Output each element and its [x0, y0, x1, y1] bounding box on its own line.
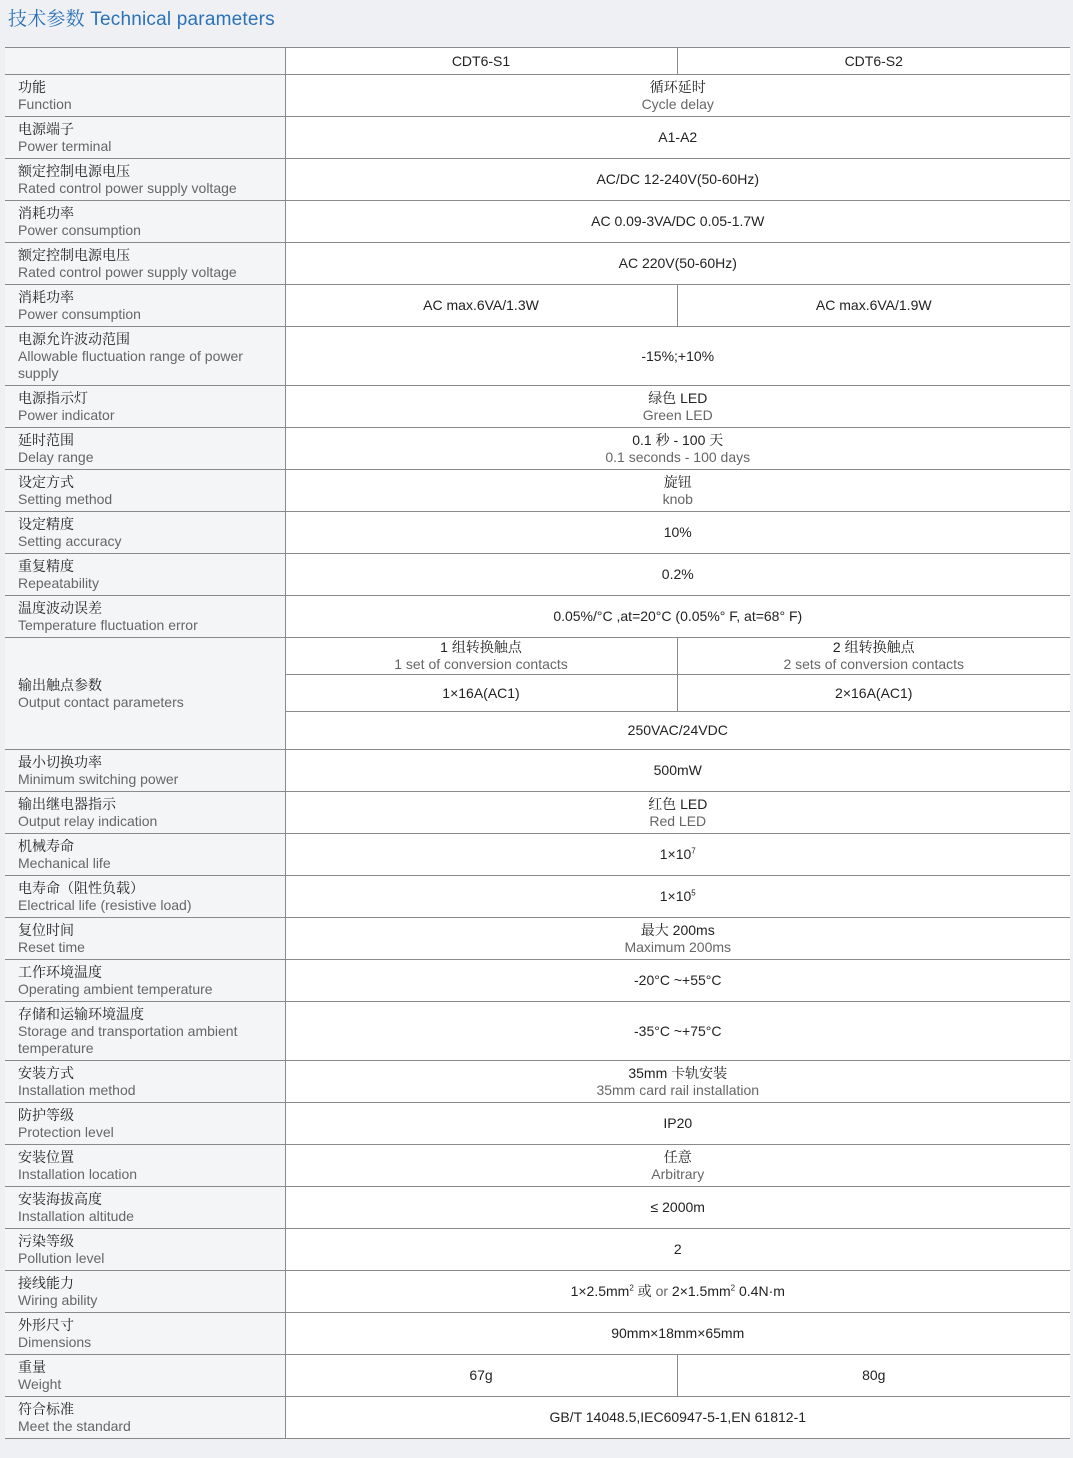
value-cn: 旋钮 [663, 473, 692, 490]
label-cn: 设定方式 [18, 473, 74, 490]
contact-rating-s1: 1×16A(AC1) [285, 675, 677, 712]
row-value [285, 470, 1070, 512]
contact-set-s1 [285, 638, 677, 675]
label-en: Setting accuracy [18, 532, 122, 549]
value-cn: 任意 [663, 1148, 692, 1165]
table-row [5, 554, 1070, 596]
row-label [5, 512, 285, 554]
row-label [5, 386, 285, 428]
label-cn: 安装方式 [18, 1064, 74, 1081]
row-value [285, 428, 1070, 470]
row-label [5, 792, 285, 834]
label-cn: 功能 [18, 78, 46, 95]
value-cn: 0.1 秒 - 100 天 [632, 431, 724, 448]
label-en: Power consumption [18, 221, 141, 238]
table-row [5, 285, 1070, 327]
label-en: Rated control power supply voltage [18, 263, 237, 280]
row-label [5, 960, 285, 1002]
value-en: Green LED [642, 406, 713, 423]
label-cn: 消耗功率 [18, 204, 74, 221]
label-cn: 输出触点参数 [18, 676, 102, 693]
page-title: 技术参数 Technical parameters [8, 9, 275, 30]
label-cn: 机械寿命 [18, 837, 74, 854]
label-en: Mechanical life [18, 854, 111, 871]
row-value-s2: AC max.6VA/1.9W [677, 285, 1070, 327]
row-label [5, 1397, 285, 1439]
label-cn: 额定控制电源电压 [18, 162, 130, 179]
table-row [5, 243, 1070, 285]
label-cn: 工作环境温度 [18, 963, 102, 980]
wire-a-exponent: 2 [629, 1283, 634, 1293]
label-cn: 消耗功率 [18, 288, 74, 305]
table-row [5, 428, 1070, 470]
label-cn: 复位时间 [18, 921, 74, 938]
row-label [5, 243, 285, 285]
row-value: A1-A2 [285, 117, 1070, 159]
row-label [5, 201, 285, 243]
table-row [5, 834, 1070, 876]
row-label [5, 638, 285, 750]
value-en: knob [662, 490, 693, 507]
label-en: Pollution level [18, 1249, 105, 1266]
row-value: -15%;+10% [285, 327, 1070, 386]
row-label [5, 1355, 285, 1397]
label-en: Storage and transportation ambient temperature [18, 1022, 238, 1056]
label-cn: 防护等级 [18, 1106, 74, 1123]
table-row [5, 1002, 1070, 1061]
row-value-s2: 80g [677, 1355, 1070, 1397]
value-en: 35mm card rail installation [596, 1081, 760, 1098]
label-en: Delay range [18, 448, 94, 465]
table-row [5, 876, 1070, 918]
wire-a: 1×2.5mm [570, 1283, 630, 1299]
table-row [5, 512, 1070, 554]
value-en: Maximum 200ms [624, 938, 732, 955]
wire-b-exponent: 2 [730, 1283, 736, 1293]
value-en: Arbitrary [651, 1165, 705, 1182]
table-row [5, 638, 1070, 675]
table-row [5, 1103, 1070, 1145]
label-en: Function [18, 95, 72, 112]
value-exponent: 5 [691, 888, 696, 898]
row-value: AC 220V(50-60Hz) [285, 243, 1070, 285]
table-row [5, 918, 1070, 960]
contact-voltage: 250VAC/24VDC [285, 712, 1070, 750]
table-row [5, 75, 1070, 117]
row-value: 2 [285, 1229, 1070, 1271]
row-label [5, 1002, 285, 1061]
table-header-row [5, 48, 1070, 75]
table-row [5, 1145, 1070, 1187]
label-en: Meet the standard [18, 1417, 131, 1434]
header-empty-cell [5, 48, 285, 75]
row-label [5, 117, 285, 159]
or-en: or [655, 1283, 669, 1299]
label-cn: 电源允许波动范围 [18, 330, 130, 347]
row-value: 0.05%/°C ,at=20°C (0.05%° F, at=68° F) [285, 596, 1070, 638]
label-cn: 安装海拔高度 [18, 1190, 102, 1207]
label-en: Protection level [18, 1123, 114, 1140]
label-en: Weight [18, 1375, 62, 1392]
value-cn: 红色 LED [648, 795, 708, 812]
label-en: Rated control power supply voltage [18, 179, 237, 196]
row-value: -20°C ~+55°C [285, 960, 1070, 1002]
row-label [5, 327, 285, 386]
row-value-s1: AC max.6VA/1.3W [285, 285, 677, 327]
label-cn: 电寿命（阻性负载） [18, 879, 144, 896]
row-label [5, 1061, 285, 1103]
value-en: Cycle delay [641, 95, 714, 112]
label-en: Output relay indication [18, 812, 158, 829]
label-en: Reset time [18, 938, 85, 955]
row-label [5, 285, 285, 327]
value-en: 1 set of conversion contacts [394, 656, 568, 672]
spec-table [5, 47, 1070, 1439]
label-cn: 重量 [18, 1358, 46, 1375]
table-row [5, 1271, 1070, 1313]
label-en: Operating ambient temperature [18, 980, 213, 997]
label-en: Dimensions [18, 1333, 92, 1350]
model-s2-header: CDT6-S2 [677, 48, 1070, 75]
label-en: Minimum switching power [18, 770, 179, 787]
value-base: 1×10 [659, 888, 692, 904]
table-row [5, 117, 1070, 159]
label-en: Setting method [18, 490, 113, 507]
row-label [5, 1187, 285, 1229]
value-exponent: 7 [691, 846, 696, 856]
label-cn: 延时范围 [18, 431, 74, 448]
table-row [5, 159, 1070, 201]
row-value: AC 0.09-3VA/DC 0.05-1.7W [285, 201, 1070, 243]
row-label [5, 159, 285, 201]
label-cn: 外形尺寸 [18, 1316, 74, 1333]
row-value: GB/T 14048.5,IEC60947-5-1,EN 61812-1 [285, 1397, 1070, 1439]
row-label [5, 75, 285, 117]
label-cn: 额定控制电源电压 [18, 246, 130, 263]
row-value: 0.2% [285, 554, 1070, 596]
label-cn: 安装位置 [18, 1148, 74, 1165]
or-cn: 或 [633, 1283, 656, 1299]
table-row [5, 201, 1070, 243]
label-en: Electrical life (resistive load) [18, 896, 192, 913]
row-label [5, 470, 285, 512]
label-cn: 污染等级 [18, 1232, 74, 1249]
row-label [5, 428, 285, 470]
label-en: Installation method [18, 1081, 136, 1098]
table-row [5, 1313, 1070, 1355]
row-value: 90mm×18mm×65mm [285, 1313, 1070, 1355]
row-value [285, 918, 1070, 960]
table-row [5, 596, 1070, 638]
table-row [5, 1397, 1070, 1439]
label-cn: 设定精度 [18, 515, 74, 532]
label-en: Installation altitude [18, 1207, 134, 1224]
label-en: Installation location [18, 1165, 138, 1182]
label-cn: 存储和运输环境温度 [18, 1005, 144, 1022]
contact-rating-s2: 2×16A(AC1) [677, 675, 1070, 712]
label-en: Wiring ability [18, 1291, 98, 1308]
table-row [5, 1355, 1070, 1397]
row-label [5, 1103, 285, 1145]
row-label [5, 1271, 285, 1313]
value-cn: 2 组转换触点 [832, 639, 915, 655]
value-cn: 循环延时 [649, 78, 706, 95]
table-row [5, 1061, 1070, 1103]
table-row [5, 1229, 1070, 1271]
value-cn: 绿色 LED [648, 389, 708, 406]
table-row [5, 792, 1070, 834]
label-en: Power terminal [18, 137, 112, 154]
row-value: 10% [285, 512, 1070, 554]
value-en: 0.1 seconds - 100 days [605, 448, 751, 465]
value-en: 2 sets of conversion contacts [783, 656, 965, 672]
model-s1-header: CDT6-S1 [285, 48, 677, 75]
row-label [5, 750, 285, 792]
value-cn: 最大 200ms [640, 921, 715, 938]
table-row [5, 386, 1070, 428]
table-row [5, 470, 1070, 512]
table-row [5, 327, 1070, 386]
row-label [5, 876, 285, 918]
contact-set-s2 [677, 638, 1070, 675]
value-cn: 1 组转换触点 [440, 639, 522, 655]
table-row [5, 750, 1070, 792]
row-label [5, 834, 285, 876]
row-value-s1: 67g [285, 1355, 677, 1397]
row-label [5, 1145, 285, 1187]
label-cn: 符合标准 [18, 1400, 74, 1417]
row-label [5, 1313, 285, 1355]
value-cn: 35mm 卡轨安装 [628, 1064, 728, 1081]
row-value: IP20 [285, 1103, 1070, 1145]
row-label [5, 918, 285, 960]
row-value [285, 386, 1070, 428]
table-row [5, 960, 1070, 1002]
label-en: Power indicator [18, 406, 115, 423]
row-value: 500mW [285, 750, 1070, 792]
label-en: Power consumption [18, 305, 141, 322]
wire-b: 2×1.5mm [668, 1283, 731, 1299]
row-label [5, 554, 285, 596]
value-base: 1×10 [659, 846, 692, 862]
row-value [285, 792, 1070, 834]
row-value [285, 834, 1070, 876]
row-label [5, 1229, 285, 1271]
row-value: AC/DC 12-240V(50-60Hz) [285, 159, 1070, 201]
table-row [5, 1187, 1070, 1229]
label-cn: 重复精度 [18, 557, 74, 574]
row-value [285, 1271, 1070, 1313]
label-en: Repeatability [18, 574, 99, 591]
row-value: -35°C ~+75°C [285, 1002, 1070, 1061]
label-cn: 输出继电器指示 [18, 795, 116, 812]
row-value [285, 876, 1070, 918]
label-cn: 接线能力 [18, 1274, 74, 1291]
row-value [285, 75, 1070, 117]
label-en: Allowable fluctuation range of power supply [18, 347, 243, 381]
label-cn: 温度波动误差 [18, 599, 102, 616]
torque: 0.4N·m [735, 1283, 785, 1299]
label-cn: 最小切换功率 [18, 753, 102, 770]
row-label [5, 596, 285, 638]
row-value [285, 1061, 1070, 1103]
label-en: Temperature fluctuation error [18, 616, 198, 633]
value-en: Red LED [649, 812, 707, 829]
label-cn: 电源指示灯 [18, 389, 88, 406]
label-cn: 电源端子 [18, 120, 74, 137]
label-en: Output contact parameters [18, 693, 184, 710]
row-value [285, 1145, 1070, 1187]
row-value: ≤ 2000m [285, 1187, 1070, 1229]
